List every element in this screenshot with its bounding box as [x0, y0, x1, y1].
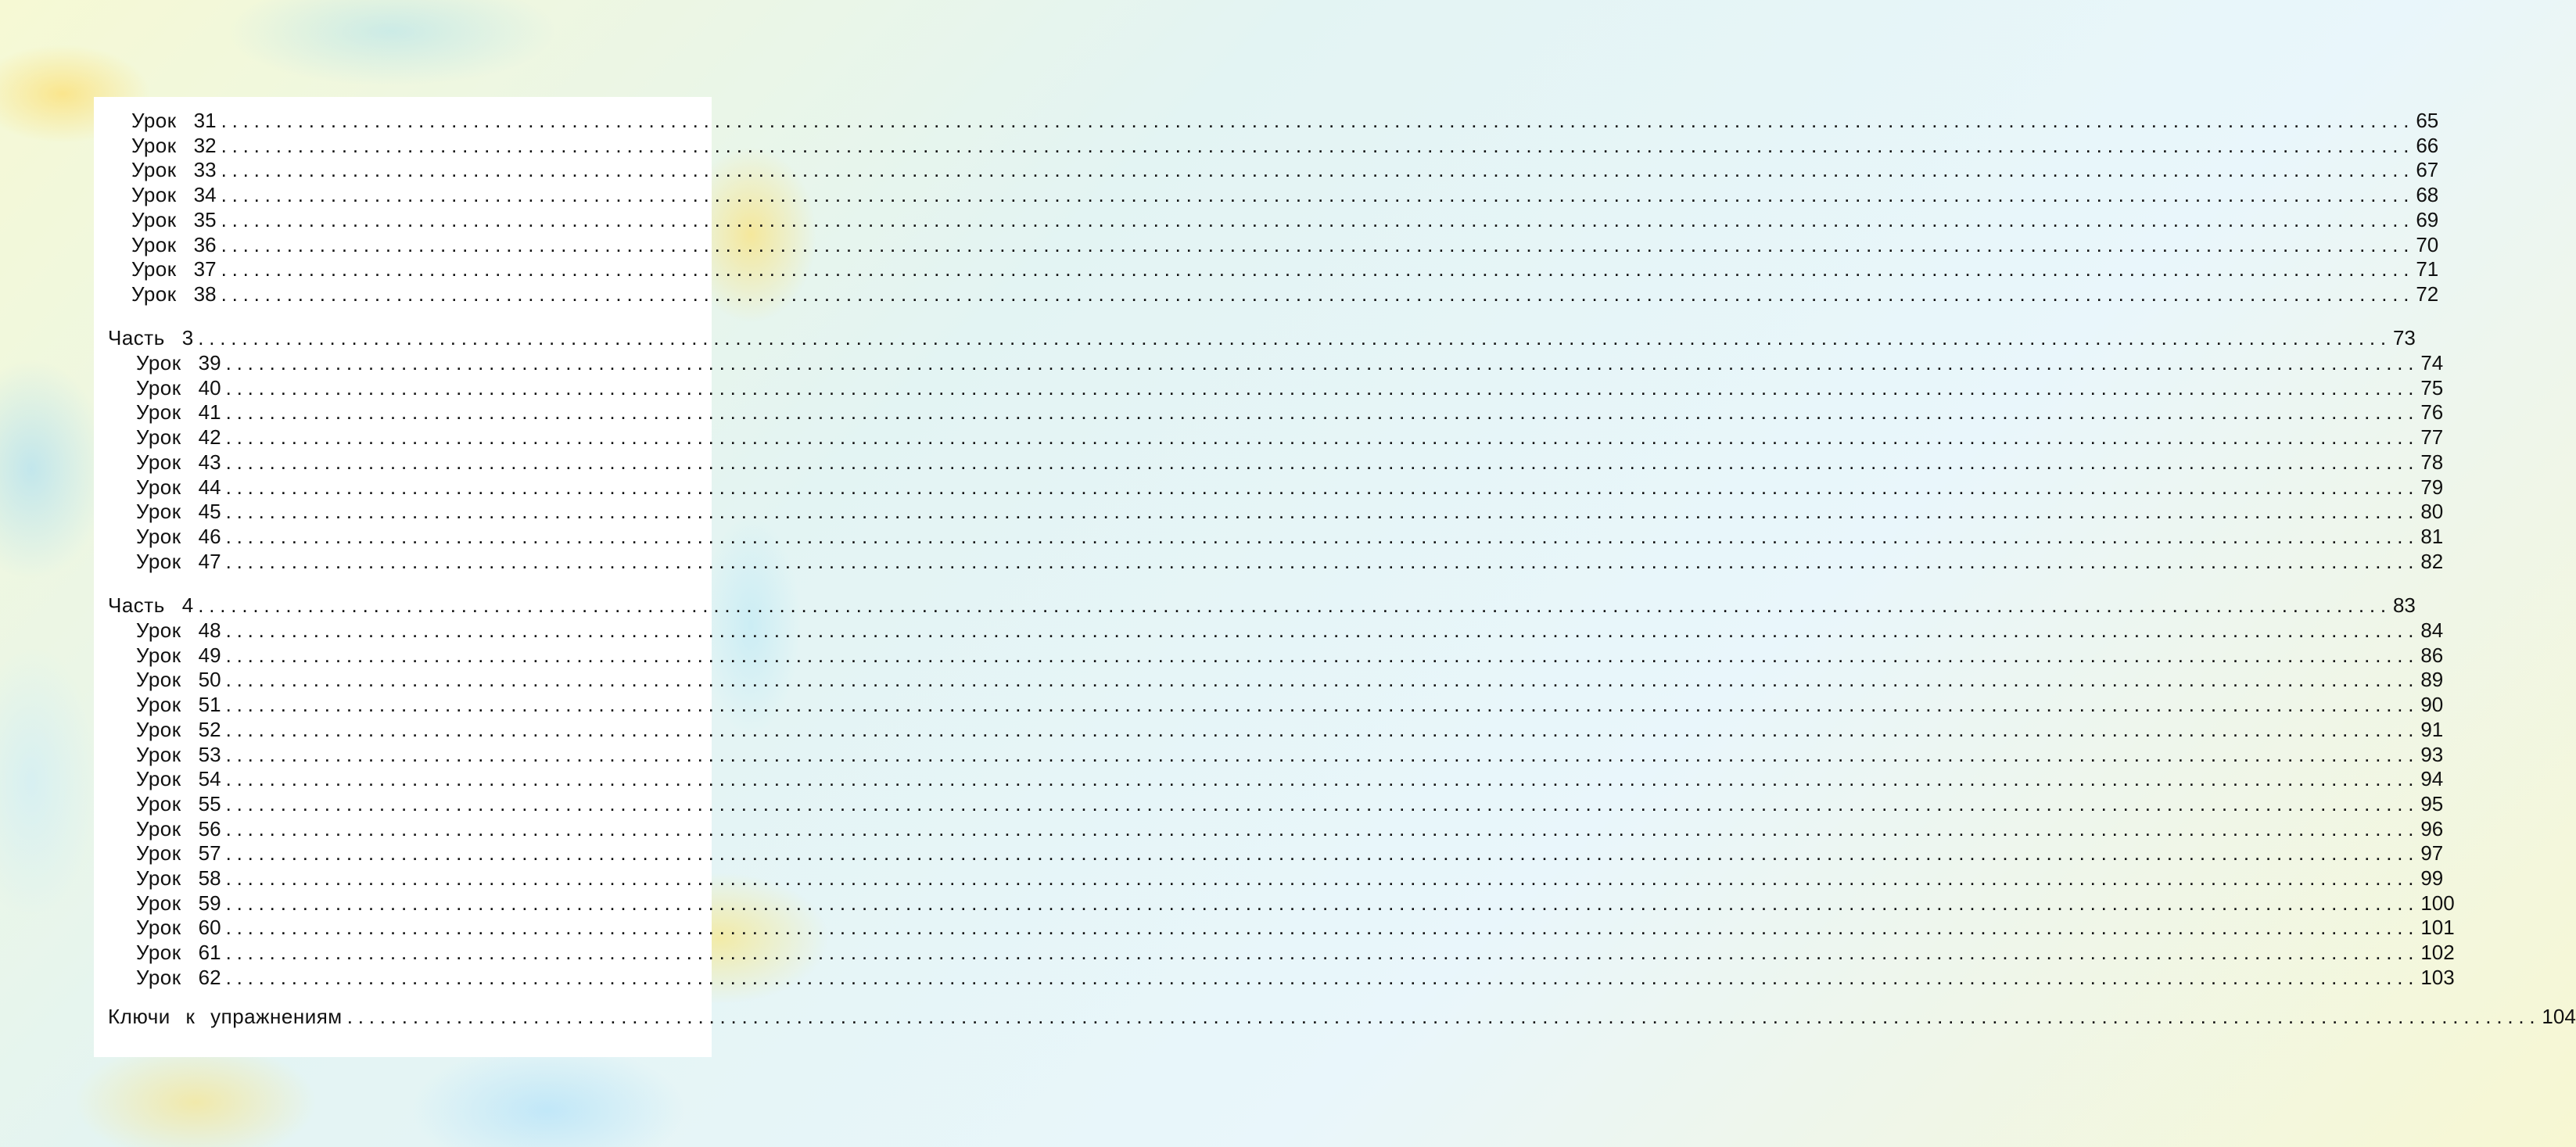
toc-entry-label: Ключи к упражнениям [108, 1005, 343, 1028]
dot-leader: ........................................................................................................................................................................................................ [198, 326, 2391, 349]
toc-entry-number: 35 [193, 207, 217, 231]
toc-entry-label: Урок [136, 425, 181, 450]
dot-leader: ........................................................................................................................................................................................................ [225, 791, 2420, 815]
toc-entry-number: 52 [198, 717, 221, 741]
dot-leader: ........................................................................................................................................................................................................ [225, 816, 2420, 841]
toc-entry-number: 50 [198, 668, 221, 692]
toc-entry-number: 38 [193, 281, 217, 306]
toc-entry-lesson[interactable] [136, 667, 2444, 692]
toc-page-number: 100 [2420, 891, 2455, 915]
toc-entry-lesson[interactable] [131, 108, 2439, 133]
toc-page-number: 82 [2420, 549, 2444, 573]
dot-leader: ........................................................................................................................................................................................................ [198, 593, 2391, 617]
toc-entry-lesson[interactable] [136, 766, 2444, 791]
dot-leader: ........................................................................................................................................................................................................ [225, 524, 2420, 548]
toc-page-number: 99 [2420, 866, 2444, 890]
toc-page [94, 97, 2576, 1057]
toc-page-number: 103 [2420, 965, 2455, 989]
toc-entry-label: Урок [136, 816, 181, 841]
toc-entry-lesson[interactable] [136, 499, 2444, 524]
toc-entry-label: Урок [136, 351, 181, 375]
toc-entry-number: 57 [198, 841, 221, 866]
toc-entry-label: Урок [136, 742, 181, 766]
toc-page-number: 101 [2420, 916, 2455, 940]
toc-entry-label: Урок [131, 133, 177, 157]
dot-leader: ........................................................................................................................................................................................................ [221, 207, 2415, 231]
toc-entry-lesson[interactable] [136, 940, 2455, 965]
toc-page-number: 81 [2420, 524, 2444, 548]
toc-entry-number: 41 [198, 400, 221, 425]
dot-leader: ........................................................................................................................................................................................................ [221, 183, 2415, 207]
toc-entry-label: Урок [136, 767, 181, 791]
toc-page-number: 95 [2420, 791, 2444, 815]
toc-entry-label: Урок [136, 475, 181, 499]
dot-leader: ........................................................................................................................................................................................................ [225, 866, 2420, 890]
toc-page-number: 68 [2416, 183, 2439, 207]
toc-entry-label: Урок [136, 891, 181, 915]
toc-entry-lesson[interactable] [131, 157, 2439, 182]
toc-page-number: 70 [2416, 232, 2439, 256]
toc-entry-label: Урок [136, 500, 181, 524]
dot-leader: ........................................................................................................................................................................................................ [225, 351, 2420, 375]
dot-leader: ........................................................................................................................................................................................................ [225, 549, 2420, 573]
toc-entry-number: 44 [198, 475, 221, 499]
toc-entry-number: 61 [198, 941, 221, 965]
toc-entry-number: 45 [198, 500, 221, 524]
toc-page-number: 90 [2420, 693, 2444, 717]
toc-page-number: 84 [2420, 618, 2444, 642]
toc-page-number: 94 [2420, 767, 2444, 791]
toc-entry-label: Урок [136, 916, 181, 940]
toc-page-number: 83 [2392, 593, 2416, 617]
dot-leader: ........................................................................................................................................................................................................ [221, 257, 2415, 281]
toc-page-number: 91 [2420, 717, 2444, 741]
toc-entry-label: Урок [131, 158, 177, 182]
toc-entry-number: 51 [198, 693, 221, 717]
toc-entry-lesson[interactable] [136, 742, 2444, 767]
toc-entry-label: Урок [136, 450, 181, 474]
dot-leader: ........................................................................................................................................................................................................ [225, 400, 2420, 425]
toc-entry-number: 4 [181, 593, 194, 617]
toc-entry-number: 46 [198, 524, 221, 548]
dot-leader: ........................................................................................................................................................................................................ [221, 281, 2415, 306]
toc-entry-lesson[interactable] [136, 891, 2455, 916]
toc-entry-keys[interactable] [108, 1004, 2576, 1029]
toc-entry-number: 33 [193, 158, 217, 182]
toc-entry-label: Часть [108, 326, 165, 349]
dot-leader: ........................................................................................................................................................................................................ [225, 500, 2420, 524]
toc-entry-lesson[interactable] [136, 549, 2444, 574]
toc-entry-part[interactable] [108, 593, 2416, 618]
toc-page-number: 80 [2420, 500, 2444, 524]
toc-page-number: 71 [2416, 257, 2439, 281]
toc-page-number: 76 [2420, 400, 2444, 425]
toc-entry-number: 32 [193, 133, 217, 157]
toc-entry-label: Урок [136, 618, 181, 642]
dot-leader: ........................................................................................................................................................................................................ [346, 1005, 2541, 1028]
toc-entry-number: 37 [193, 257, 217, 281]
toc-entry-label: Урок [136, 643, 181, 667]
toc-entry-label: Урок [131, 257, 177, 281]
toc-entry-number: 54 [198, 767, 221, 791]
toc-entry-number: 58 [198, 866, 221, 890]
toc-page-number: 69 [2416, 207, 2439, 231]
toc-page-number: 96 [2420, 816, 2444, 841]
toc-entry-lesson[interactable] [136, 791, 2444, 816]
toc-entry-label: Урок [136, 717, 181, 741]
toc-entry-label: Урок [136, 375, 181, 400]
toc-page-number: 65 [2416, 109, 2439, 132]
dot-leader: ........................................................................................................................................................................................................ [221, 109, 2415, 132]
toc-page-number: 93 [2420, 742, 2444, 766]
toc-entry-lesson[interactable] [136, 717, 2444, 742]
toc-page-number: 86 [2420, 643, 2444, 667]
dot-leader: ........................................................................................................................................................................................................ [225, 717, 2420, 741]
dot-leader: ........................................................................................................................................................................................................ [225, 450, 2420, 474]
toc-entry-label: Урок [136, 965, 181, 989]
toc-entry-label: Урок [136, 668, 181, 692]
toc-entry-lesson[interactable] [131, 256, 2439, 281]
toc-entry-number: 42 [198, 425, 221, 450]
toc-entry-label: Урок [136, 693, 181, 717]
toc-entry-lesson[interactable] [131, 182, 2439, 207]
toc-entry-lesson[interactable] [136, 965, 2455, 990]
toc-page-number: 78 [2420, 450, 2444, 474]
toc-entry-label: Урок [136, 524, 181, 548]
toc-page-number: 79 [2420, 475, 2444, 499]
toc-entry-lesson[interactable] [136, 692, 2444, 717]
toc-entry-number: 34 [193, 183, 217, 207]
toc-entry-lesson[interactable] [136, 643, 2444, 668]
toc-entry-number: 55 [198, 791, 221, 815]
toc-entry-label: Урок [131, 109, 177, 132]
toc-entry-lesson[interactable] [131, 281, 2439, 306]
toc-entry-label: Часть [108, 593, 165, 617]
toc-entry-lesson[interactable] [131, 207, 2439, 232]
toc-entry-number: 56 [198, 816, 221, 841]
dot-leader: ........................................................................................................................................................................................................ [225, 643, 2420, 667]
toc-entry-label: Урок [131, 232, 177, 256]
dot-leader: ........................................................................................................................................................................................................ [225, 375, 2420, 400]
toc-entry-lesson[interactable] [136, 524, 2444, 549]
toc-page-number: 73 [2392, 326, 2416, 349]
dot-leader: ........................................................................................................................................................................................................ [225, 965, 2420, 989]
toc-page-number: 74 [2420, 351, 2444, 375]
toc-entry-label: Урок [131, 183, 177, 207]
toc-entry-lesson[interactable] [136, 450, 2444, 475]
toc-entry-number: 49 [198, 643, 221, 667]
dot-leader: ........................................................................................................................................................................................................ [225, 891, 2420, 915]
toc-entry-label: Урок [131, 207, 177, 231]
toc-page-number: 77 [2420, 425, 2444, 450]
toc-entry-number: 60 [198, 916, 221, 940]
toc-entry-lesson[interactable] [136, 400, 2444, 425]
toc-page-number: 66 [2416, 133, 2439, 157]
toc-page-number: 75 [2420, 375, 2444, 400]
toc-entry-lesson[interactable] [136, 618, 2444, 643]
dot-leader: ........................................................................................................................................................................................................ [225, 668, 2420, 692]
toc-entry-part[interactable] [108, 325, 2416, 350]
toc-entry-label: Урок [136, 866, 181, 890]
toc-entry-lesson[interactable] [136, 841, 2444, 866]
toc-entry-label: Урок [136, 791, 181, 815]
toc-entry-label: Урок [136, 400, 181, 425]
dot-leader: ........................................................................................................................................................................................................ [225, 941, 2420, 965]
toc-page-number: 89 [2420, 668, 2444, 692]
toc-entry-lesson[interactable] [136, 866, 2444, 891]
toc-entry-lesson[interactable] [136, 475, 2444, 500]
dot-leader: ........................................................................................................................................................................................................ [221, 133, 2415, 157]
toc-entry-number: 43 [198, 450, 221, 474]
toc-entry-label: Урок [131, 281, 177, 306]
toc-page-number: 104 [2542, 1005, 2576, 1028]
toc-entry-number: 53 [198, 742, 221, 766]
toc-page-number: 67 [2416, 158, 2439, 182]
toc-entry-number: 31 [193, 109, 217, 132]
toc-entry-label: Урок [136, 941, 181, 965]
toc-entry-lesson[interactable] [136, 350, 2444, 375]
dot-leader: ........................................................................................................................................................................................................ [225, 841, 2420, 866]
dot-leader: ........................................................................................................................................................................................................ [225, 742, 2420, 766]
toc-entry-number: 59 [198, 891, 221, 915]
toc-entry-lesson[interactable] [136, 915, 2455, 940]
toc-entry-lesson[interactable] [136, 375, 2444, 400]
toc-entry-number: 48 [198, 618, 221, 642]
toc-entry-label: Урок [136, 549, 181, 573]
toc-entry-number: 36 [193, 232, 217, 256]
toc-entry-number: 47 [198, 549, 221, 573]
toc-entry-label: Урок [136, 841, 181, 866]
dot-leader: ........................................................................................................................................................................................................ [225, 475, 2420, 499]
dot-leader: ........................................................................................................................................................................................................ [225, 767, 2420, 791]
toc-entry-number: 40 [198, 375, 221, 400]
dot-leader: ........................................................................................................................................................................................................ [225, 916, 2420, 940]
toc-entry-lesson[interactable] [136, 816, 2444, 841]
dot-leader: ........................................................................................................................................................................................................ [225, 693, 2420, 717]
toc-page-number: 97 [2420, 841, 2444, 866]
toc-entry-lesson[interactable] [136, 425, 2444, 450]
toc-entry-number: 3 [181, 326, 194, 349]
toc-page-number: 102 [2420, 941, 2455, 965]
toc-entry-lesson[interactable] [131, 133, 2439, 158]
dot-leader: ........................................................................................................................................................................................................ [225, 425, 2420, 450]
toc-entry-number: 39 [198, 351, 221, 375]
dot-leader: ........................................................................................................................................................................................................ [221, 158, 2415, 182]
toc-page-number: 72 [2416, 281, 2439, 306]
toc-entry-number: 62 [198, 965, 221, 989]
toc-entry-lesson[interactable] [131, 232, 2439, 257]
dot-leader: ........................................................................................................................................................................................................ [221, 232, 2415, 256]
dot-leader: ........................................................................................................................................................................................................ [225, 618, 2420, 642]
